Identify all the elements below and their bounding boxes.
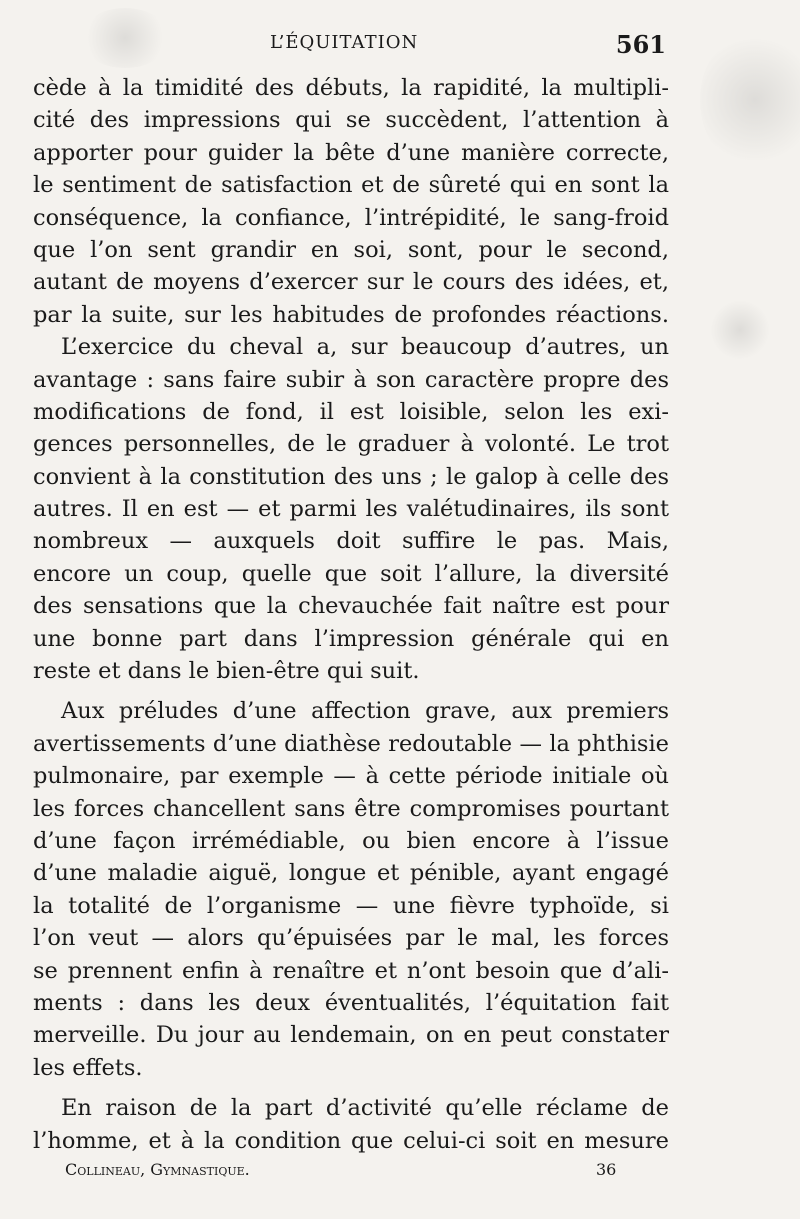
text-line: apporter pour guider la bête d’une manière correcte, bbox=[33, 139, 669, 166]
page-header bbox=[0, 30, 800, 60]
text-line: autres. Il en est — et parmi les valétudinaires, ils sont bbox=[33, 496, 669, 523]
text-line: encore un coup, quelle que soit l’allure, la diversité bbox=[33, 560, 669, 587]
page-footer bbox=[0, 1160, 800, 1184]
running-title: L’ÉQUITATION bbox=[270, 32, 419, 53]
text-line: l’on veut — alors qu’épuisées par le mal, les forces bbox=[33, 925, 669, 952]
text-line: cède à la timidité des débuts, la rapidité, la multipli- bbox=[33, 75, 669, 101]
paper-stain bbox=[710, 300, 770, 360]
text-line: En raison de la part d’activité qu’elle réclame de bbox=[61, 1095, 669, 1122]
text-line: gences personnelles, de le graduer à volonté. Le trot bbox=[33, 431, 669, 458]
text-line: pulmonaire, par exemple — à cette période initiale où bbox=[33, 763, 669, 790]
author-signature: Collineau, Gymnastique. bbox=[65, 1160, 250, 1179]
text-line: des sensations que la chevauchée fait naître est pour bbox=[33, 593, 669, 620]
text-line: Aux préludes d’une affection grave, aux premiers bbox=[61, 698, 669, 725]
text-line: les forces chancellent sans être compromises pourtant bbox=[33, 795, 669, 822]
text-line: d’une maladie aiguë, longue et pénible, ayant engagé bbox=[33, 860, 669, 887]
page-number: 561 bbox=[615, 30, 666, 59]
text-line: par la suite, sur les habitudes de profondes réactions. bbox=[33, 301, 669, 328]
text-line: se prennent enfin à renaître et n’ont besoin que d’ali- bbox=[33, 957, 669, 984]
text-line: d’une façon irrémédiable, ou bien encore à l’issue bbox=[33, 827, 669, 854]
text-line: convient à la constitution des uns ; le galop à celle des bbox=[33, 463, 669, 490]
text-line: ments : dans les deux éventualités, l’équitation fait bbox=[33, 989, 669, 1016]
text-line: que l’on sent grandir en soi, sont, pour le second, bbox=[33, 236, 669, 263]
text-line: autant de moyens d’exercer sur le cours des idées, et, bbox=[33, 269, 669, 296]
text-line: nombreux — auxquels doit suffire le pas. Mais, bbox=[33, 528, 669, 555]
signature-number: 36 bbox=[596, 1160, 617, 1179]
text-line: avantage : sans faire subir à son caractère propre des bbox=[33, 366, 669, 393]
text-line: cité des impressions qui se succèdent, l’attention à bbox=[33, 107, 669, 134]
body-text bbox=[33, 72, 669, 1157]
text-line: les effets. bbox=[33, 1054, 143, 1081]
text-line: la totalité de l’organisme — une fièvre typhoïde, si bbox=[33, 892, 669, 919]
text-line: avertissements d’une diathèse redoutable — la phthisie bbox=[33, 730, 669, 757]
text-line: L’exercice du cheval a, sur beaucoup d’autres, un bbox=[61, 334, 669, 361]
text-line: modifications de fond, il est loisible, selon les exi- bbox=[33, 398, 669, 425]
text-line: le sentiment de satisfaction et de sûreté qui en sont la bbox=[33, 172, 669, 199]
text-line: merveille. Du jour au lendemain, on en peut constater bbox=[33, 1022, 669, 1049]
text-line: conséquence, la confiance, l’intrépidité, le sang-froid bbox=[33, 204, 669, 231]
text-line: une bonne part dans l’impression générale qui en bbox=[33, 625, 669, 652]
text-line: l’homme, et à la condition que celui-ci soit en mesure bbox=[33, 1127, 669, 1154]
text-line: reste et dans le bien-être qui suit. bbox=[33, 658, 420, 685]
